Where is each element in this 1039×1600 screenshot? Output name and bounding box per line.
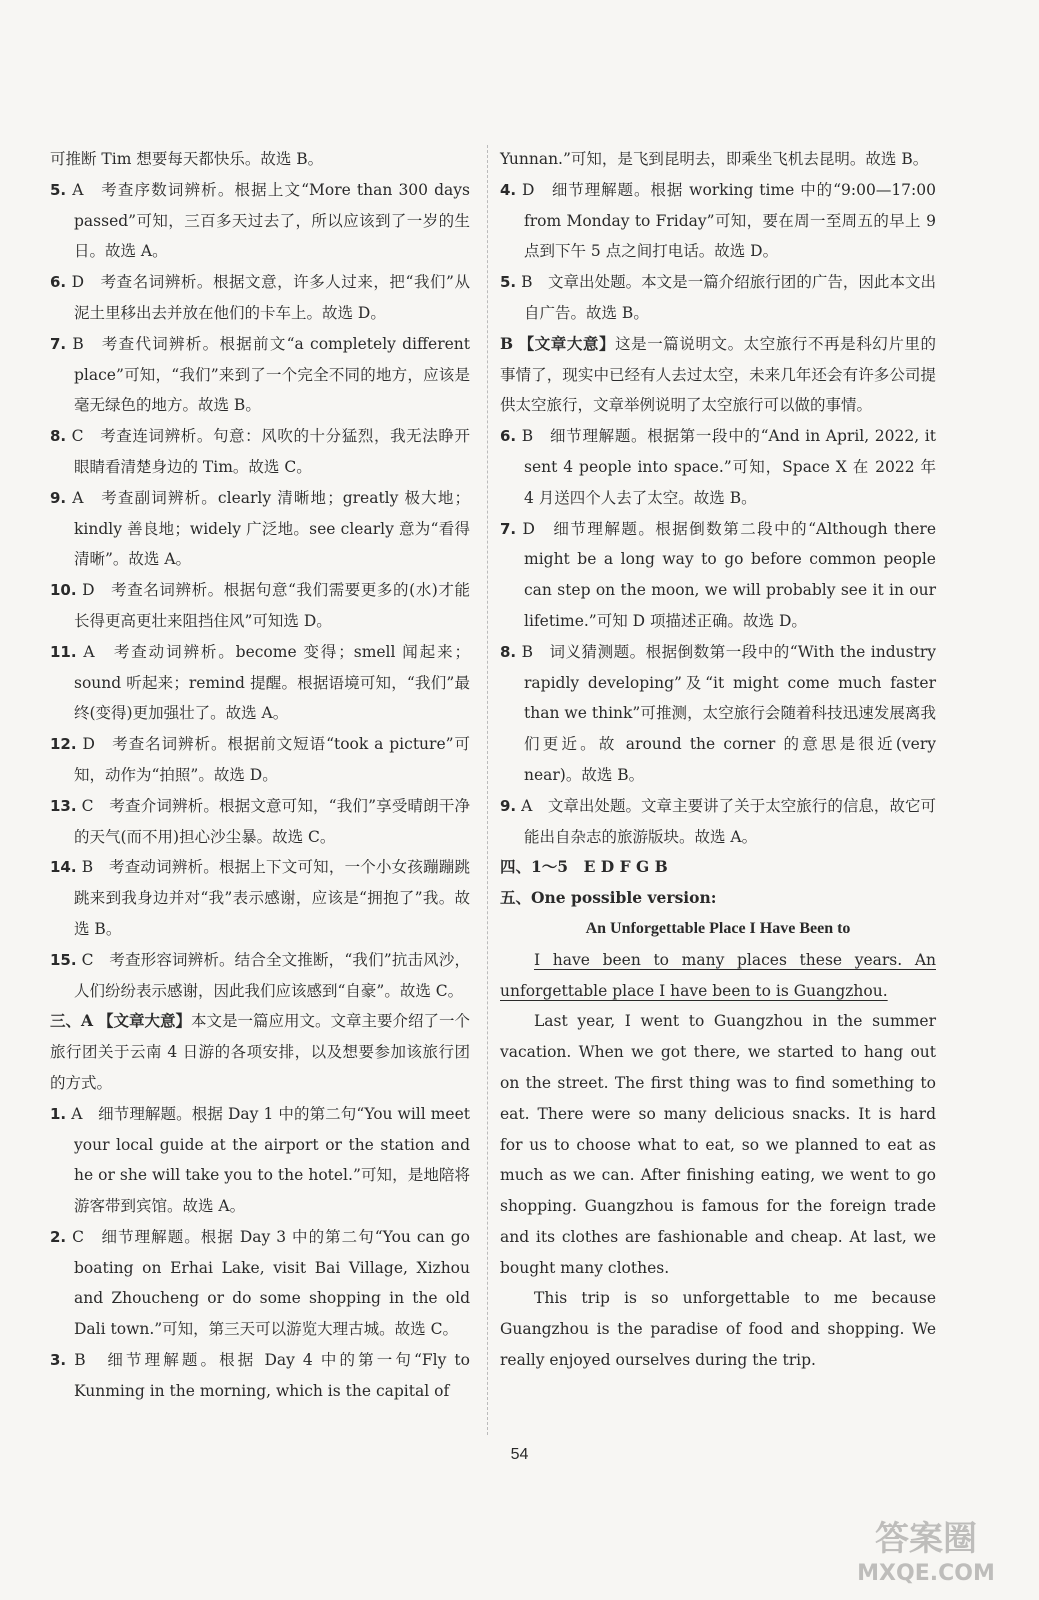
item-text: A 细节理解题。根据 Day 1 中的第二句“You will meet your local guide at the airport or the station and he or she will take you to the hotel.”可知，是地陪将游客带到宾馆。故选 A。 xyxy=(71,1104,470,1216)
item-number: 7. xyxy=(500,519,517,538)
watermark-text-bottom: MXQE.COM xyxy=(857,1561,995,1586)
answer-item xyxy=(50,729,470,791)
essay-paragraph: This trip is so unforgettable to me because Guangzhou is the paradise of food and shopping. We really enjoyed ourselves during the trip. xyxy=(500,1289,936,1370)
section-text: 本文是一篇应用文。文章主要介绍了一个旅行团关于云南 4 日游的各项安排，以及想要参加该旅行团的方式。 xyxy=(50,1012,470,1092)
item-number: 6. xyxy=(50,273,67,292)
answer-item xyxy=(50,1099,470,1222)
answer-item xyxy=(50,267,470,329)
item-number: 9. xyxy=(500,796,517,815)
item-number: 13. xyxy=(50,796,77,815)
item-number: 8. xyxy=(500,642,517,661)
item-number: 2. xyxy=(50,1227,67,1246)
item-text: C 考查介词辨析。根据文意可知，“我们”享受晴朗干净的天气(而不用)担心沙尘暴。故选 C。 xyxy=(74,796,470,846)
item-text: D 细节理解题。根据 working time 中的“9:00—17:00 from Monday to Friday”可知，要在周一至周五的早上 9 点到下午 5 点之间打电话。故选 D。 xyxy=(522,180,936,261)
item-number: 8. xyxy=(50,427,67,446)
item-number: 7. xyxy=(50,334,67,353)
answer-item xyxy=(50,483,470,575)
item-text: B 考查动词辨析。根据上下文可知，一个小女孩蹦蹦跳跳来到我身边并对“我”表示感谢，应该是“拥抱了”我。故选 B。 xyxy=(74,858,470,938)
continued-text: 可推断 Tim 想要每天都快乐。故选 B。 xyxy=(50,150,324,168)
answer-item xyxy=(50,1222,470,1345)
continued-text: Yunnan.”可知，是飞到昆明去，即乘坐飞机去昆明。故选 B。 xyxy=(500,150,929,168)
answer-item xyxy=(50,945,470,1007)
answer-item xyxy=(50,1345,470,1407)
answer-item xyxy=(500,267,936,329)
answer-item xyxy=(50,329,470,421)
item-number: 10. xyxy=(50,581,77,600)
answer-item xyxy=(50,575,470,637)
item-number: 9. xyxy=(50,488,67,507)
item-number: 5. xyxy=(500,273,517,292)
answer-item xyxy=(50,175,470,267)
item-text: A 文章出处题。文章主要讲了关于太空旅行的信息，故它可能出自杂志的旅游版块。故选 A。 xyxy=(521,796,936,846)
item-number: 6. xyxy=(500,427,517,446)
section-summary xyxy=(500,329,936,421)
section-label: 三、A xyxy=(50,1011,94,1031)
essay-paragraph: Last year, I went to Guangzhou in the summer vacation. When we got there, we started to hang out on the street. The first thing was to find something to eat. There were so many delicious snacks. It is hard for us to choose what to eat, so we planned to eat as much as we can. After finishing eating, we went to go shopping. Guangzhou is famous for the foreign trade and its clothes are fashionable and cheap. At last, we bought many clothes. xyxy=(500,1012,936,1277)
item-text: C 考查形容词辨析。结合全文推断，“我们”抗击风沙，人们纷纷表示感谢，因此我们应该感到“自豪”。故选 C。 xyxy=(74,950,470,1000)
item-number: 11. xyxy=(50,642,77,661)
item-text: C 细节理解题。根据 Day 3 中的第二句“You can go boating on Erhai Lake, visit Bai Village, Xizhou and Zhoucheng or do some shopping in the old Dali town.”可知，第三天可以游览大理古城。故选 C。 xyxy=(72,1227,470,1339)
item-text: D 考查名词辨析。根据句意“我们需要更多的(水)才能长得更高更壮来阻挡住风”可知选 D。 xyxy=(74,581,470,630)
left-column xyxy=(50,144,470,1407)
answer-item xyxy=(50,852,470,944)
item-text: B 文章出处题。本文是一篇介绍旅行团的广告，因此本文出自广告。故选 B。 xyxy=(521,273,936,322)
item-number: 15. xyxy=(50,950,77,969)
section-bracket: 【文章大意】 xyxy=(518,333,616,353)
item-text: B 细节理解题。根据 Day 4 中的第一句“Fly to Kunming in the morning, which is the capital of xyxy=(74,1351,470,1400)
item-number: 3. xyxy=(50,1351,67,1370)
item-text: D 细节理解题。根据倒数第二段中的“Although there might be a long way to go before common people can step on the moon, we will probably see it in our lifetime.”可知 D 项描述正确。故选 D。 xyxy=(522,519,936,630)
section-text: 这是一篇说明文。太空旅行不再是科幻片里的事情了，现实中已经有人去过太空，未来几年还会有许多公司提供太空旅行，文章举例说明了太空旅行可以做的事情。 xyxy=(500,334,936,415)
section-line: 四、1～5 E D F G B xyxy=(500,857,668,877)
answer-item xyxy=(50,791,470,853)
item-text: D 考查名词辨析。根据前文短语“took a picture”可知，动作为“拍照”。故选 D。 xyxy=(74,735,470,784)
page-number: 54 xyxy=(510,1446,529,1463)
section-bracket: 【文章大意】 xyxy=(97,1011,191,1031)
essay-title: An Unforgettable Place I Have Been to xyxy=(585,919,851,937)
item-text: A 考查动词辨析。become 变得；smell 闻起来；sound 听起来；remind 提醒。根据语境可知，“我们”最终(变得)更加强壮了。故选 A。 xyxy=(74,642,470,723)
item-number: 1. xyxy=(50,1104,67,1123)
item-text: B 词义猜测题。根据倒数第一段中的“With the industry rapidly developing”及“it might come much faster than we think”可推测，太空旅行会随着科技迅速发展离我们更近。故 around the corner 的意思是很近(very near)。故选 B。 xyxy=(521,642,936,784)
section-summary xyxy=(50,1006,470,1098)
column-divider xyxy=(487,145,488,1435)
item-text: A 考查序数词辨析。根据上文“More than 300 days passed”可知，三百多天过去了，所以应该到了一岁的生日。故选 A。 xyxy=(72,180,470,261)
item-text: B 细节理解题。根据第一段中的“And in April, 2022, it sent 4 people into space.”可知，Space X 在 2022 年 4 月送四个人去了太空。故选 B。 xyxy=(521,427,936,507)
section-label: B xyxy=(500,333,514,353)
item-text: A 考查副词辨析。clearly 清晰地；greatly 极大地；kindly 善良地；widely 广泛地。see clearly 意为“看得清晰”。故选 A。 xyxy=(72,488,470,569)
answer-item xyxy=(500,514,936,637)
answer-item xyxy=(50,637,470,729)
answer-item xyxy=(500,421,936,513)
watermark-logo xyxy=(831,1508,1021,1588)
item-number: 5. xyxy=(50,180,67,199)
answer-item xyxy=(500,175,936,267)
item-text: C 考查连词辨析。句意：风吹的十分猛烈，我无法睁开眼睛看清楚身边的 Tim。故选 C。 xyxy=(71,427,470,476)
answer-item xyxy=(50,421,470,483)
essay-paragraph-underlined: I have been to many places these years. An unforgettable place I have been to is Guangzhou. xyxy=(500,950,936,1000)
watermark-text-top: 答案圈 xyxy=(875,1519,977,1559)
item-number: 4. xyxy=(500,180,517,199)
item-number: 14. xyxy=(50,858,77,877)
item-text: D 考查名词辨析。根据文意，许多人过来，把“我们”从泥土里移出去并放在他们的卡车上。故选 D。 xyxy=(71,273,470,322)
right-column xyxy=(500,144,936,1376)
answer-item xyxy=(500,791,936,853)
answer-item xyxy=(500,637,936,791)
section-line: 五、One possible version: xyxy=(500,888,717,908)
item-number: 12. xyxy=(50,735,77,754)
item-text: B 考查代词辨析。根据前文“a completely different place”可知，“我们”来到了一个完全不同的地方，应该是毫无绿色的地方。故选 B。 xyxy=(72,334,470,415)
